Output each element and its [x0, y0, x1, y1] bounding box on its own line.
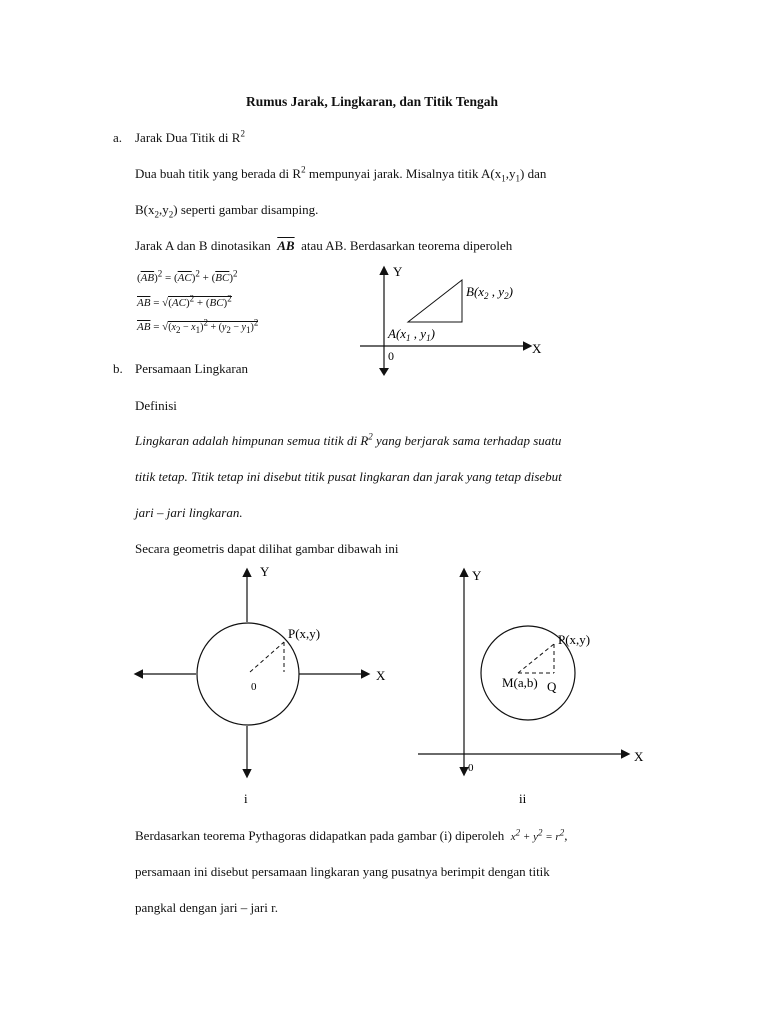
section-a-heading-text: Jarak Dua Titik di R	[135, 130, 241, 145]
text-run: Berdasarkan teorema Pythagoras didapatkan pada gambar (i) diperoleh	[135, 828, 505, 843]
x-axis-label: X	[634, 749, 644, 764]
result-line1	[135, 828, 567, 844]
point-b-label: $B(x_2$ , $y_2$)	[466, 284, 513, 301]
text-run: ,	[564, 828, 568, 843]
point-p-label: P(x,y)	[558, 632, 591, 647]
text-sup: 2	[368, 431, 373, 442]
definition-line1	[135, 433, 561, 449]
formula-term: $\overline{BC}$	[209, 297, 224, 309]
formula-term: $\overline{AB}$	[137, 321, 151, 333]
formula-term: $\overline{AB}$	[140, 272, 155, 284]
text-sub: 1	[515, 173, 521, 184]
formula-term: $\overline{AC}$	[171, 297, 186, 309]
point-a-label: $A(x_1$ , $y_1$)	[388, 326, 435, 343]
text-sub: 2	[154, 209, 159, 220]
circle-figure-i	[120, 560, 400, 810]
y-axis-label: Y	[260, 564, 270, 579]
circle-equation: $x^2 + y^2 = r^2$	[510, 827, 565, 843]
section-a-marker: a.	[113, 130, 123, 145]
center-m-label: M(a,b)	[502, 675, 538, 690]
text-run: Jarak A dan B dinotasikan	[135, 238, 271, 253]
origin-label: 0	[468, 762, 474, 774]
definition-line3: jari – jari lingkaran.	[135, 505, 243, 520]
formula-3: $\overline{AB} = √(x_2 - x_1)^2 + (y_2 - y_1)^2$	[137, 317, 259, 335]
section-a-heading-sup: 2	[240, 128, 245, 139]
figure-ii-caption: ii	[519, 791, 527, 806]
y-axis-down-arrow	[379, 368, 389, 376]
text-run: mempunyai jarak. Misalnya titik A(x	[305, 166, 502, 181]
radius-dashed	[250, 642, 284, 672]
text-sub: 1	[501, 173, 506, 184]
paragraph-a1-line1	[135, 166, 546, 182]
circle-figure-ii	[410, 560, 660, 810]
geometric-sentence: Secara geometris dapat dilihat gambar dibawah ini	[135, 541, 399, 556]
result-line2: persamaan ini disebut persamaan lingkaran yang pusatnya berimpit dengan titik	[135, 864, 550, 879]
notation-ab: $\overline{AB}$	[277, 238, 295, 253]
definition-line2: titik tetap. Titik tetap ini disebut titik pusat lingkaran dan jarak yang tetap disebut	[135, 469, 562, 484]
section-b-heading: Persamaan Lingkaran	[135, 361, 248, 376]
paragraph-a2	[135, 238, 512, 254]
text-run: B(x	[135, 202, 155, 217]
text-run: Lingkaran adalah himpunan semua titik di R	[135, 433, 369, 448]
text-run: Dua buah titik yang berada di R	[135, 166, 302, 181]
text-run: yang berjarak sama terhadap suatu	[372, 433, 562, 448]
y-axis-label: Y	[472, 568, 482, 583]
paragraph-a1-line2	[135, 202, 318, 218]
page-title: Rumus Jarak, Lingkaran, dan Titik Tengah	[246, 94, 498, 109]
formula-2: $\overline{AB} = √(\overline{AC})^2 + (\overline{BC})^2$	[137, 293, 232, 309]
text-run: ,y	[159, 202, 169, 217]
point-p-label: P(x,y)	[288, 626, 321, 641]
text-run: atau AB. Berdasarkan teorema diperoleh	[301, 238, 513, 253]
result-line3: pangkal dengan jari – jari r.	[135, 900, 278, 915]
text-run: ) dan	[520, 166, 547, 181]
formula-term: $\overline{BC}$	[215, 272, 230, 284]
section-a-heading	[135, 130, 245, 146]
origin-label: 0	[388, 349, 394, 363]
definition-label: Definisi	[135, 398, 177, 413]
text-run: ) seperti gambar disamping.	[173, 202, 319, 217]
formula-1: $(\overline{AB})^2 = (\overline{AC})^2 + (\overline{BC})^2$	[137, 268, 238, 284]
formula-term: $\overline{AB}$	[137, 297, 151, 309]
text-sup: 2	[301, 164, 306, 175]
text-sub: 2	[168, 209, 174, 220]
right-triangle	[408, 280, 462, 322]
x-axis-label: X	[532, 341, 542, 356]
formula-term: $\overline{AC}$	[177, 272, 192, 284]
origin-label: 0	[251, 681, 257, 693]
y-axis-label: Y	[393, 264, 403, 279]
section-b-marker: b.	[113, 361, 123, 376]
distance-figure	[350, 258, 550, 378]
radius-dashed	[518, 644, 554, 673]
text-run: ,y	[505, 166, 516, 181]
foot-q-label: Q	[547, 679, 557, 694]
figure-i-caption: i	[244, 791, 248, 806]
x-axis-label: X	[376, 668, 386, 683]
circle	[197, 623, 299, 725]
